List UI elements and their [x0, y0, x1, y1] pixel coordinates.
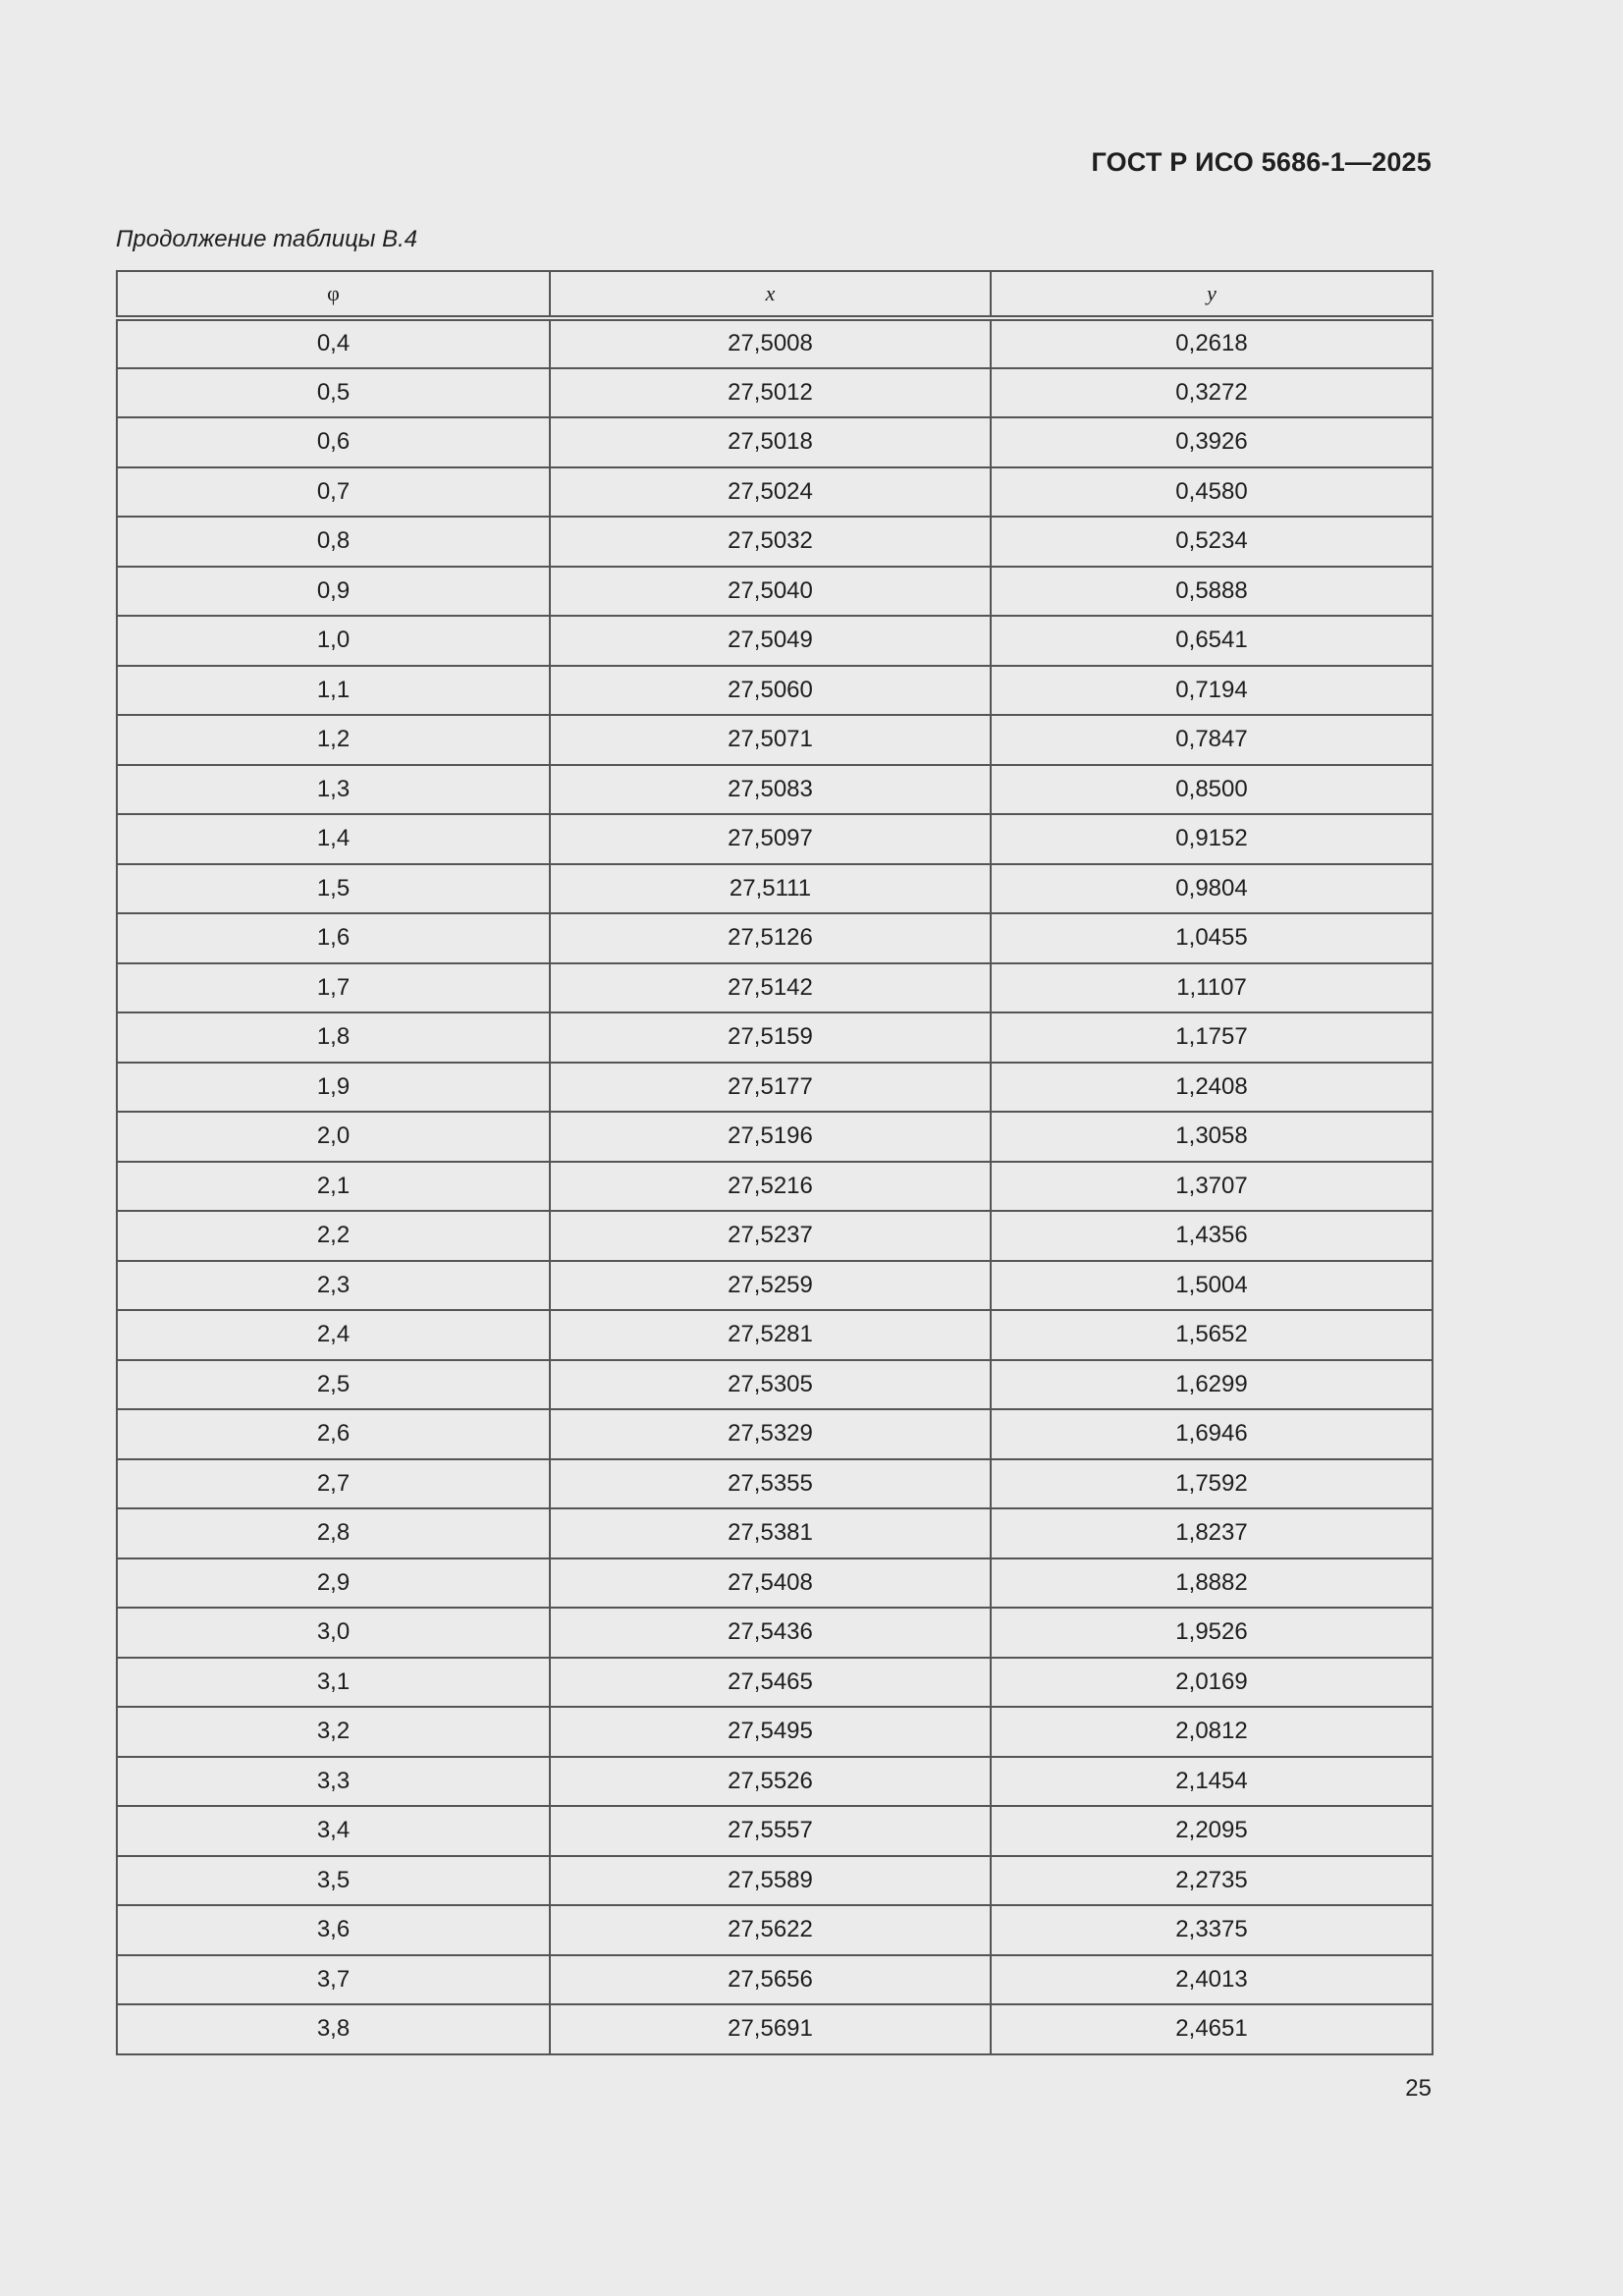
- cell-phi: 1,8: [117, 1012, 550, 1063]
- cell-y: 0,7194: [991, 666, 1433, 716]
- table-row: [117, 368, 1433, 418]
- cell-x: 27,5032: [550, 517, 991, 567]
- cell-x: 27,5691: [550, 2004, 991, 2054]
- table-row: [117, 2004, 1433, 2054]
- cell-phi: 0,4: [117, 318, 550, 368]
- cell-x: 27,5060: [550, 666, 991, 716]
- cell-phi: 0,9: [117, 567, 550, 617]
- cell-y: 1,3058: [991, 1112, 1433, 1162]
- cell-phi: 0,8: [117, 517, 550, 567]
- cell-x: 27,5589: [550, 1856, 991, 1906]
- cell-phi: 1,5: [117, 864, 550, 914]
- cell-x: 27,5526: [550, 1757, 991, 1807]
- cell-x: 27,5024: [550, 467, 991, 518]
- cell-y: 2,0169: [991, 1658, 1433, 1708]
- cell-y: 0,6541: [991, 616, 1433, 666]
- cell-y: 0,3926: [991, 417, 1433, 467]
- table-row: [117, 1112, 1433, 1162]
- cell-x: 27,5040: [550, 567, 991, 617]
- table-row: [117, 666, 1433, 716]
- cell-x: 27,5381: [550, 1508, 991, 1558]
- table-row: [117, 1162, 1433, 1212]
- cell-phi: 1,2: [117, 715, 550, 765]
- table-row: [117, 467, 1433, 518]
- cell-x: 27,5465: [550, 1658, 991, 1708]
- cell-phi: 3,7: [117, 1955, 550, 2005]
- cell-x: 27,5071: [550, 715, 991, 765]
- cell-y: 0,2618: [991, 318, 1433, 368]
- table-row: [117, 1558, 1433, 1609]
- cell-x: 27,5408: [550, 1558, 991, 1609]
- cell-phi: 0,5: [117, 368, 550, 418]
- cell-y: 0,5888: [991, 567, 1433, 617]
- cell-phi: 2,8: [117, 1508, 550, 1558]
- cell-phi: 3,8: [117, 2004, 550, 2054]
- cell-phi: 1,7: [117, 963, 550, 1013]
- cell-y: 1,8237: [991, 1508, 1433, 1558]
- cell-x: 27,5281: [550, 1310, 991, 1360]
- cell-x: 27,5111: [550, 864, 991, 914]
- table-header-row: [117, 271, 1433, 318]
- table-row: [117, 1063, 1433, 1113]
- cell-phi: 3,1: [117, 1658, 550, 1708]
- cell-x: 27,5012: [550, 368, 991, 418]
- cell-y: 1,6299: [991, 1360, 1433, 1410]
- table-row: [117, 1856, 1433, 1906]
- cell-y: 0,3272: [991, 368, 1433, 418]
- table-row: [117, 1757, 1433, 1807]
- cell-phi: 0,6: [117, 417, 550, 467]
- table-row: [117, 1955, 1433, 2005]
- table-row: [117, 1707, 1433, 1757]
- cell-x: 27,5237: [550, 1211, 991, 1261]
- cell-x: 27,5018: [550, 417, 991, 467]
- cell-phi: 0,7: [117, 467, 550, 518]
- cell-x: 27,5097: [550, 814, 991, 864]
- table-row: [117, 864, 1433, 914]
- table-row: [117, 1211, 1433, 1261]
- cell-phi: 3,3: [117, 1757, 550, 1807]
- cell-x: 27,5656: [550, 1955, 991, 2005]
- table-row: [117, 318, 1433, 368]
- cell-phi: 1,9: [117, 1063, 550, 1113]
- cell-phi: 2,9: [117, 1558, 550, 1609]
- cell-phi: 2,0: [117, 1112, 550, 1162]
- cell-y: 2,4651: [991, 2004, 1433, 2054]
- cell-y: 1,1107: [991, 963, 1433, 1013]
- cell-phi: 2,6: [117, 1409, 550, 1459]
- table-row: [117, 913, 1433, 963]
- cell-x: 27,5622: [550, 1905, 991, 1955]
- cell-x: 27,5126: [550, 913, 991, 963]
- cell-y: 2,1454: [991, 1757, 1433, 1807]
- cell-x: 27,5355: [550, 1459, 991, 1509]
- cell-y: 0,4580: [991, 467, 1433, 518]
- cell-phi: 1,6: [117, 913, 550, 963]
- table-row: [117, 517, 1433, 567]
- table-row: [117, 1905, 1433, 1955]
- cell-x: 27,5557: [550, 1806, 991, 1856]
- table-row: [117, 616, 1433, 666]
- table-row: [117, 1608, 1433, 1658]
- cell-phi: 3,4: [117, 1806, 550, 1856]
- table-row: [117, 1012, 1433, 1063]
- cell-y: 1,2408: [991, 1063, 1433, 1113]
- cell-y: 0,5234: [991, 517, 1433, 567]
- table-row: [117, 1459, 1433, 1509]
- cell-y: 1,0455: [991, 913, 1433, 963]
- cell-phi: 2,2: [117, 1211, 550, 1261]
- cell-y: 1,7592: [991, 1459, 1433, 1509]
- cell-x: 27,5177: [550, 1063, 991, 1113]
- cell-x: 27,5259: [550, 1261, 991, 1311]
- table-row: [117, 963, 1433, 1013]
- cell-phi: 2,5: [117, 1360, 550, 1410]
- cell-phi: 1,0: [117, 616, 550, 666]
- table-row: [117, 1310, 1433, 1360]
- table-row: [117, 765, 1433, 815]
- cell-phi: 3,2: [117, 1707, 550, 1757]
- cell-y: 0,7847: [991, 715, 1433, 765]
- cell-phi: 2,1: [117, 1162, 550, 1212]
- cell-x: 27,5049: [550, 616, 991, 666]
- cell-phi: 1,3: [117, 765, 550, 815]
- cell-x: 27,5305: [550, 1360, 991, 1410]
- cell-phi: 3,6: [117, 1905, 550, 1955]
- cell-y: 1,5652: [991, 1310, 1433, 1360]
- table-row: [117, 1360, 1433, 1410]
- cell-y: 1,4356: [991, 1211, 1433, 1261]
- table-body: [117, 318, 1433, 2054]
- cell-phi: 2,7: [117, 1459, 550, 1509]
- cell-phi: 2,3: [117, 1261, 550, 1311]
- cell-x: 27,5159: [550, 1012, 991, 1063]
- cell-y: 0,9804: [991, 864, 1433, 914]
- cell-x: 27,5196: [550, 1112, 991, 1162]
- table-row: [117, 715, 1433, 765]
- cell-x: 27,5329: [550, 1409, 991, 1459]
- column-header-y: y: [991, 271, 1433, 318]
- table-row: [117, 1508, 1433, 1558]
- cell-phi: 3,5: [117, 1856, 550, 1906]
- cell-x: 27,5142: [550, 963, 991, 1013]
- cell-y: 1,8882: [991, 1558, 1433, 1609]
- cell-x: 27,5216: [550, 1162, 991, 1212]
- cell-y: 1,9526: [991, 1608, 1433, 1658]
- cell-x: 27,5495: [550, 1707, 991, 1757]
- column-header-phi: φ: [117, 271, 550, 318]
- cell-y: 0,9152: [991, 814, 1433, 864]
- table-row: [117, 567, 1433, 617]
- table-row: [117, 814, 1433, 864]
- standard-designation: ГОСТ Р ИСО 5686-1—2025: [1091, 147, 1432, 177]
- cell-phi: 2,4: [117, 1310, 550, 1360]
- column-header-x: x: [550, 271, 991, 318]
- page-number: 25: [1405, 2075, 1432, 2102]
- cell-phi: 1,4: [117, 814, 550, 864]
- cell-y: 1,3707: [991, 1162, 1433, 1212]
- cell-y: 1,1757: [991, 1012, 1433, 1063]
- table-row: [117, 1261, 1433, 1311]
- cell-y: 0,8500: [991, 765, 1433, 815]
- table-caption: Продолжение таблицы В.4: [116, 226, 418, 252]
- table-row: [117, 1658, 1433, 1708]
- cell-y: 2,2735: [991, 1856, 1433, 1906]
- table-row: [117, 417, 1433, 467]
- cell-y: 2,2095: [991, 1806, 1433, 1856]
- cell-x: 27,5008: [550, 318, 991, 368]
- cell-y: 2,0812: [991, 1707, 1433, 1757]
- cell-phi: 1,1: [117, 666, 550, 716]
- table-header: [117, 271, 1433, 318]
- table-row: [117, 1806, 1433, 1856]
- cell-x: 27,5083: [550, 765, 991, 815]
- data-table: [116, 270, 1434, 2055]
- cell-x: 27,5436: [550, 1608, 991, 1658]
- table-row: [117, 1409, 1433, 1459]
- cell-y: 2,3375: [991, 1905, 1433, 1955]
- cell-y: 1,6946: [991, 1409, 1433, 1459]
- cell-y: 2,4013: [991, 1955, 1433, 2005]
- cell-phi: 3,0: [117, 1608, 550, 1658]
- cell-y: 1,5004: [991, 1261, 1433, 1311]
